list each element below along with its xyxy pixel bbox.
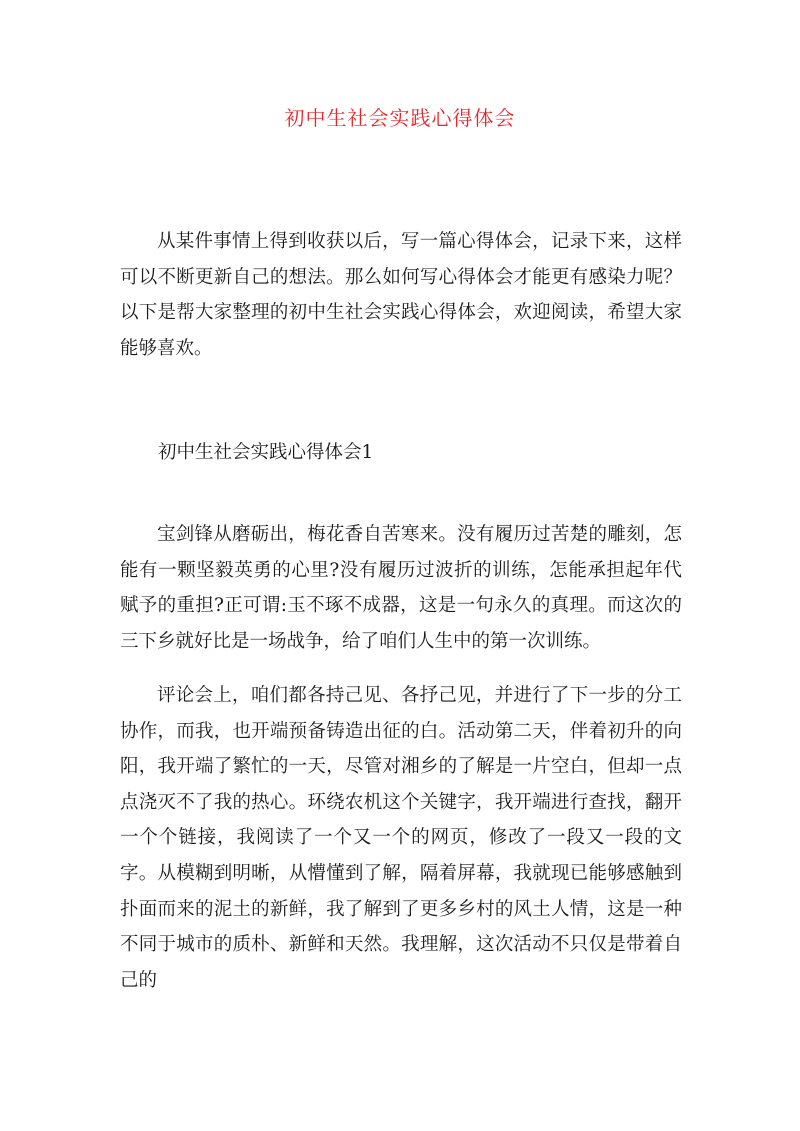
intro-paragraph: 从某件事情上得到收获以后，写一篇心得体会，记录下来，这样可以不断更新自己的想法。那么如何写心得体会才能更有感染力呢？以下是帮大家整理的初中生社会实践心得体会，欢迎阅读，希望大家能够喜欢。 (120, 231, 682, 359)
body-paragraph-2: 评论会上，咱们都各持己见、各抒己见，并进行了下一步的分工协作，而我，也开端预备铸造出征的白。活动第二天，伴着初升的向阳，我开端了繁忙的一天，尽管对湘乡的了解是一片空白，但却一点点浇灭不了我的热心。环绕农机这个关键字，我开端进行查找，翻开一个个链接，我阅读了一个又一个的网页，修改了一段又一段的文字。从模糊到明晰，从懵懂到了解，隔着屏幕，我就现已能够感触到扑面而来的泥土的新鲜，我了解到了更多乡村的风土人情，这是一种不同于城市的质朴、新鲜和天然。我理解，这次活动不只仅是带着自己的 (120, 685, 682, 991)
document-title: 初中生社会实践心得体会 (284, 106, 516, 130)
section-heading: 初中生社会实践心得体会1 (158, 442, 374, 463)
body-paragraph-1: 宝剑锋从磨砺出，梅花香自苦寒来。没有履历过苦楚的雕刻，怎能有一颗坚毅英勇的心里?没有履历过波折的训练，怎能承担起年代赋予的重担?正可谓:玉不琢不成器，这是一句永久的真理。而这次的三下乡就好比是一场战争，给了咱们人生中的第一次训练。 (120, 524, 682, 652)
